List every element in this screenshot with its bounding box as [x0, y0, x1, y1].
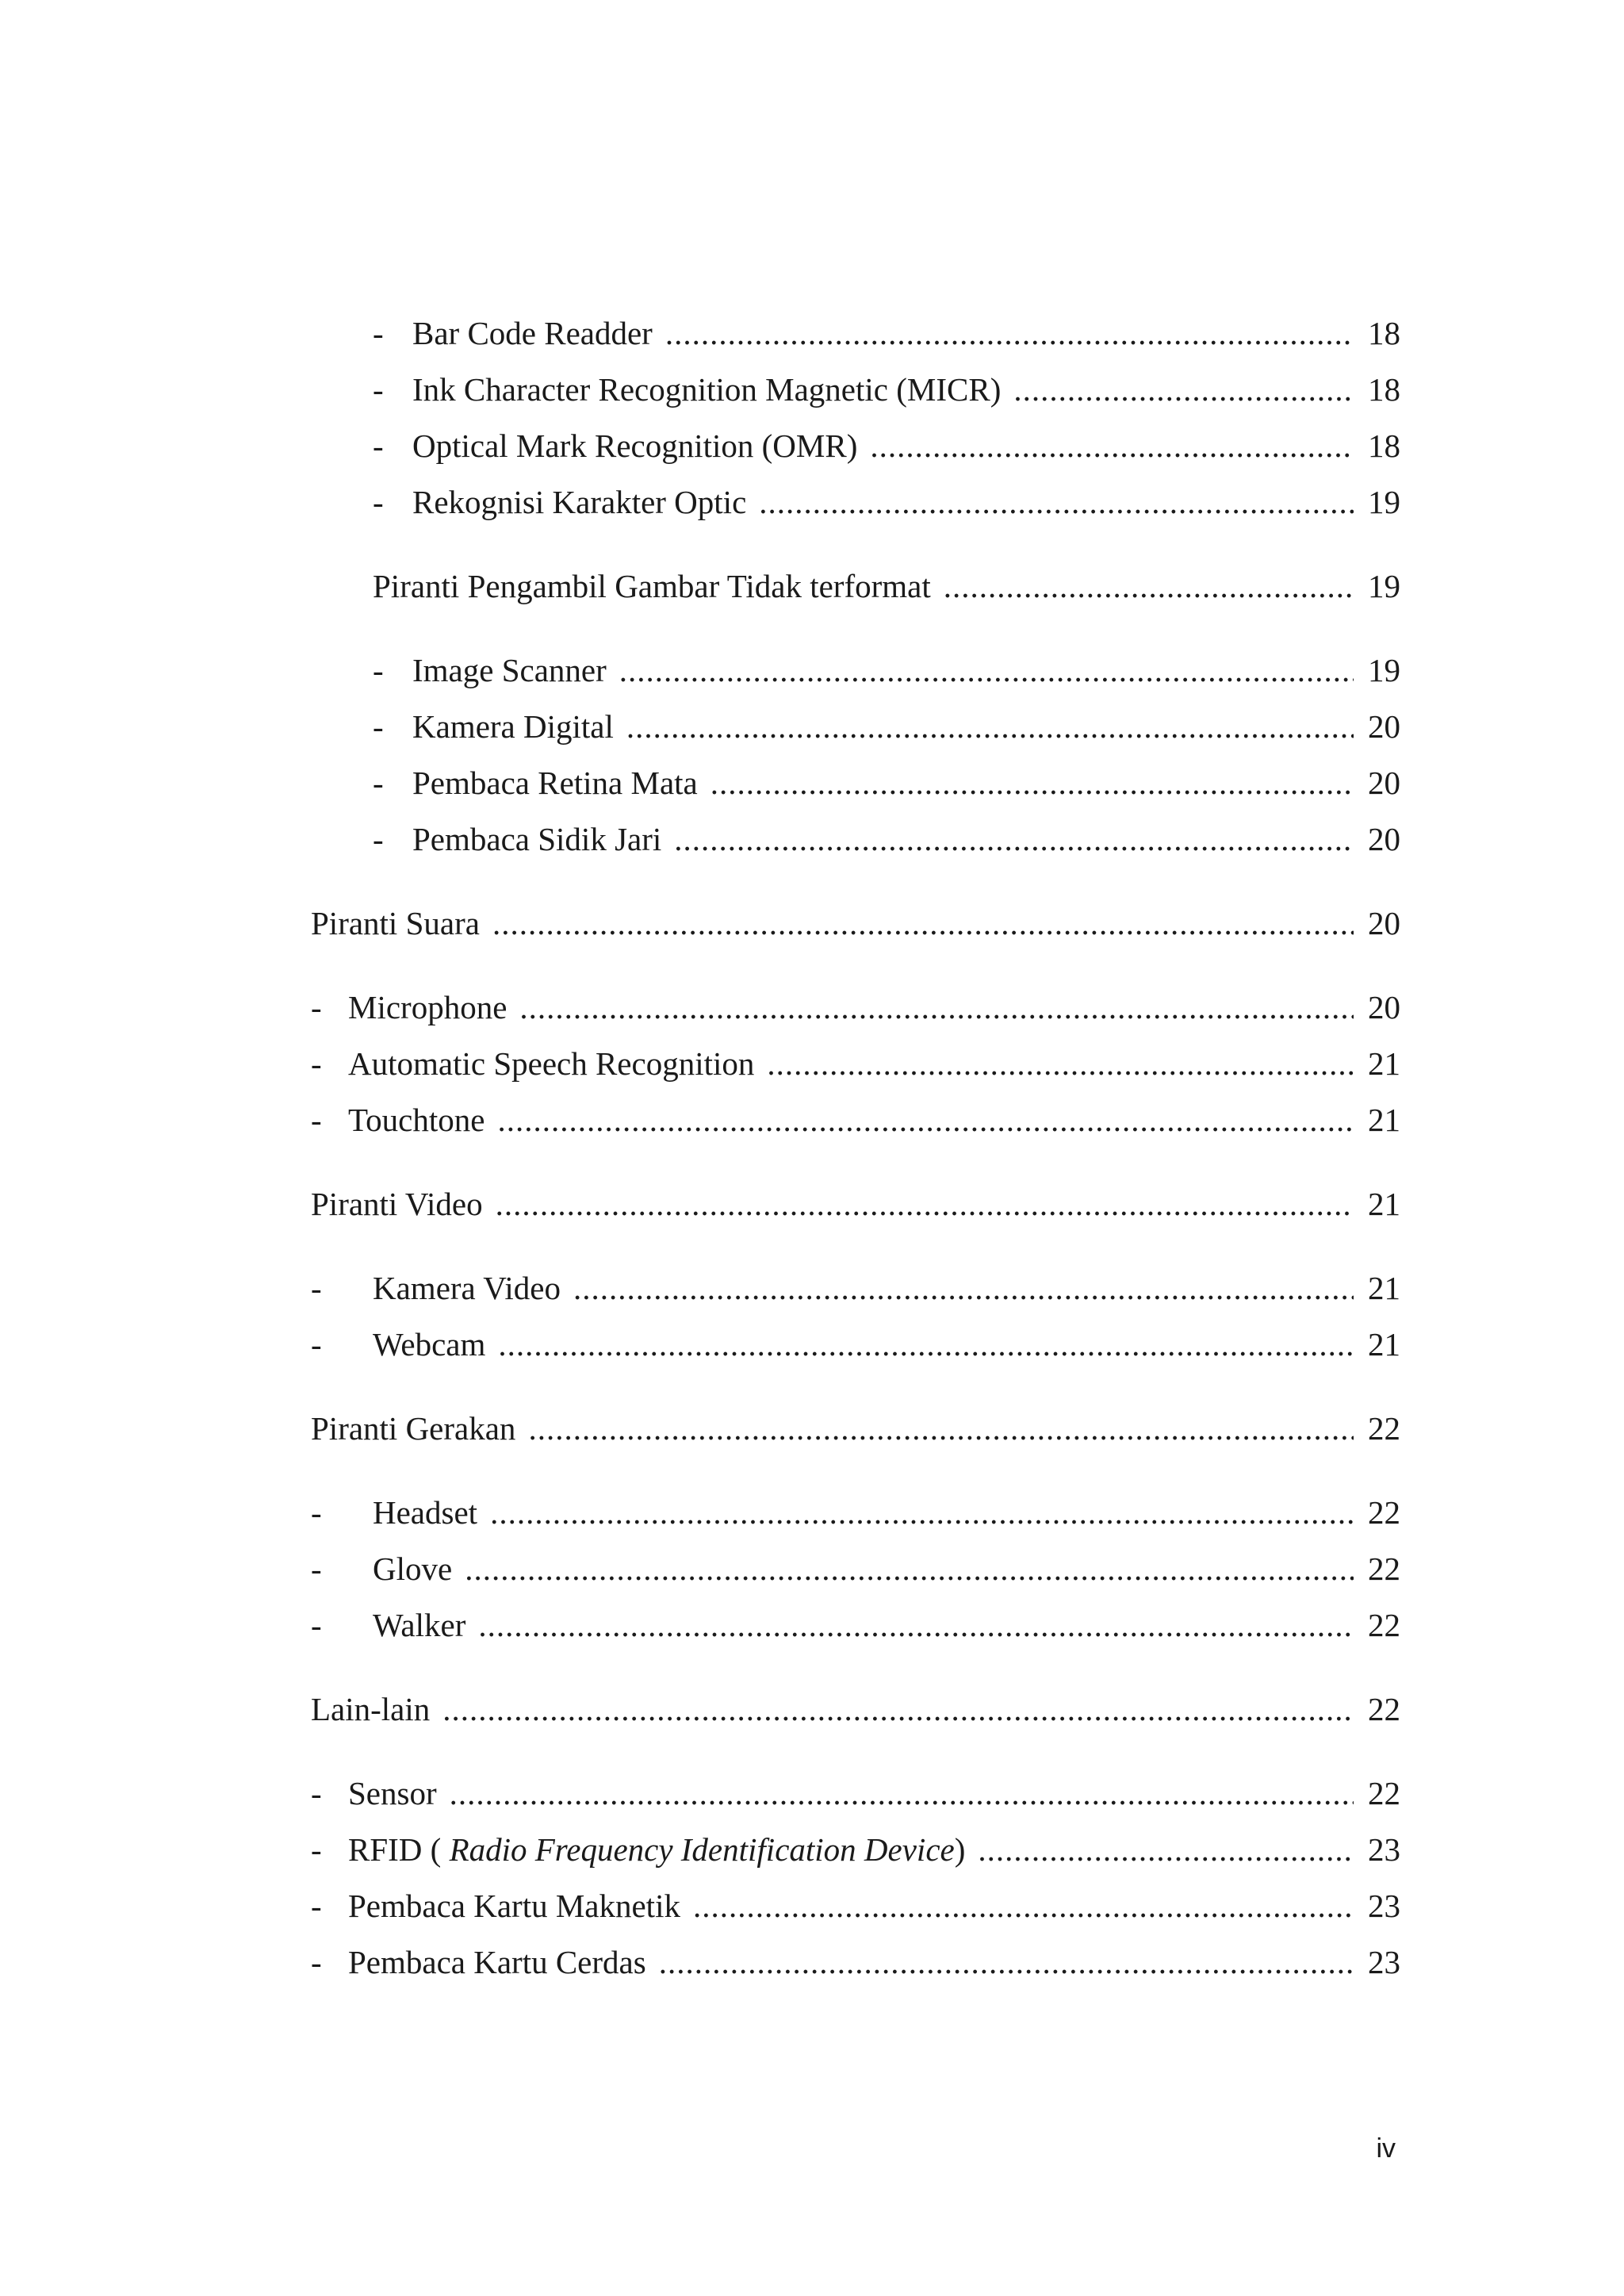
toc-label: Piranti Pengambil Gambar Tidak terformat	[373, 568, 931, 604]
dot-leader	[492, 901, 1354, 945]
toc-entry	[373, 817, 1400, 861]
toc-page-number: 23	[1368, 1831, 1400, 1868]
toc-page-number: 23	[1368, 1944, 1400, 1980]
dot-leader	[870, 424, 1354, 468]
toc-label-suffix: )	[954, 1831, 966, 1868]
dot-leader	[496, 1182, 1354, 1226]
toc-label: Pembaca Kartu Maknetik	[348, 1888, 680, 1924]
dot-leader	[1013, 367, 1354, 412]
toc-entry	[373, 311, 1400, 355]
toc-page-number: 18	[1368, 315, 1400, 351]
toc-page-number: 21	[1368, 1102, 1400, 1138]
toc-dash: -	[311, 1607, 322, 1643]
toc-page-number: 22	[1368, 1775, 1400, 1811]
toc-page-number: 21	[1368, 1326, 1400, 1363]
dot-leader	[450, 1771, 1354, 1815]
toc-page-number: 20	[1368, 905, 1400, 941]
dot-leader	[944, 564, 1354, 608]
dot-leader	[498, 1322, 1354, 1366]
toc-dash: -	[311, 1270, 322, 1306]
toc-dash: -	[311, 1326, 322, 1363]
toc-page-number: 20	[1368, 708, 1400, 745]
toc-label: Automatic Speech Recognition	[348, 1045, 755, 1082]
toc-page-number: 22	[1368, 1691, 1400, 1727]
toc-dash: -	[311, 1831, 322, 1868]
toc-page-number: 22	[1368, 1410, 1400, 1447]
toc-dash: -	[311, 1494, 322, 1531]
toc-page-number: 22	[1368, 1494, 1400, 1531]
toc-label-italic: Radio Frequency Identification Device	[449, 1831, 955, 1868]
toc-dash: -	[311, 1888, 322, 1924]
toc-label: Pembaca Retina Mata	[412, 765, 698, 801]
toc-entry	[373, 761, 1400, 805]
toc-page-number: 21	[1368, 1270, 1400, 1306]
toc-dash: -	[311, 1102, 322, 1138]
toc-entry	[373, 424, 1400, 468]
toc-label: Piranti Video	[311, 1186, 483, 1222]
toc-page-number: 23	[1368, 1888, 1400, 1924]
toc-label: Headset	[373, 1494, 478, 1531]
toc-page-number: 18	[1368, 427, 1400, 464]
toc-entry	[311, 1827, 1400, 1872]
dot-leader	[978, 1827, 1354, 1872]
toc-section-heading	[373, 564, 1400, 608]
dot-leader	[693, 1884, 1354, 1928]
toc-label: Image Scanner	[412, 652, 607, 688]
toc-dash: -	[373, 708, 384, 745]
toc-page-number: 19	[1368, 484, 1400, 520]
toc-entry	[373, 367, 1400, 412]
toc-label: Pembaca Sidik Jari	[412, 821, 662, 857]
toc-entry	[311, 1603, 1400, 1647]
dot-leader	[759, 480, 1354, 524]
dot-leader	[619, 648, 1354, 692]
toc-entry	[311, 1098, 1400, 1142]
toc-label: Sensor	[348, 1775, 437, 1811]
toc-entry	[311, 1266, 1400, 1310]
toc-label: Optical Mark Recognition (OMR)	[412, 427, 858, 464]
toc-label: Microphone	[348, 989, 508, 1025]
toc-dash: -	[373, 371, 384, 408]
toc-entry	[311, 1940, 1400, 1984]
toc-section-heading	[311, 1182, 1400, 1226]
toc-entry	[311, 1884, 1400, 1928]
dot-leader	[665, 311, 1354, 355]
toc-dash: -	[311, 989, 322, 1025]
toc-dash: -	[311, 1550, 322, 1587]
toc-entry	[373, 480, 1400, 524]
toc-label: Bar Code Readder	[412, 315, 653, 351]
dot-leader	[674, 817, 1354, 861]
footer-page-number: iv	[1376, 2133, 1396, 2164]
toc-entry	[311, 1490, 1400, 1535]
toc-dash: -	[311, 1944, 322, 1980]
toc-dash: -	[373, 821, 384, 857]
toc-entry	[311, 1547, 1400, 1591]
toc-page-number: 21	[1368, 1045, 1400, 1082]
dot-leader	[710, 761, 1354, 805]
dot-leader	[767, 1041, 1354, 1086]
toc-dash: -	[373, 484, 384, 520]
dot-leader	[465, 1547, 1354, 1591]
dot-leader	[528, 1406, 1354, 1451]
toc-entry	[311, 1041, 1400, 1086]
toc-page-number: 19	[1368, 652, 1400, 688]
toc-label: Webcam	[373, 1326, 486, 1363]
toc-dash: -	[311, 1775, 322, 1811]
toc-label: Kamera Video	[373, 1270, 561, 1306]
toc-label-prefix: RFID (	[348, 1831, 450, 1868]
toc-page-number: 18	[1368, 371, 1400, 408]
dot-leader	[519, 985, 1354, 1029]
toc-page-number: 20	[1368, 765, 1400, 801]
toc-label: Glove	[373, 1550, 453, 1587]
toc-dash: -	[373, 427, 384, 464]
toc-page-number: 22	[1368, 1607, 1400, 1643]
dot-leader	[478, 1603, 1354, 1647]
dot-leader	[573, 1266, 1354, 1310]
toc-page-number: 21	[1368, 1186, 1400, 1222]
dot-leader	[626, 704, 1354, 749]
toc-label: Pembaca Kartu Cerdas	[348, 1944, 646, 1980]
dot-leader	[497, 1098, 1354, 1142]
toc-label: Rekognisi Karakter Optic	[412, 484, 747, 520]
toc-dash: -	[373, 652, 384, 688]
toc-label: Walker	[373, 1607, 466, 1643]
toc-label: Touchtone	[348, 1102, 485, 1138]
toc-label-rfid	[348, 1827, 978, 1872]
toc-page-number: 20	[1368, 989, 1400, 1025]
toc-page-number: 22	[1368, 1550, 1400, 1587]
toc-label: Kamera Digital	[412, 708, 614, 745]
dot-leader	[490, 1490, 1354, 1535]
toc-entry	[373, 704, 1400, 749]
toc-label: Piranti Suara	[311, 905, 480, 941]
dot-leader	[442, 1687, 1354, 1731]
toc-section-heading	[311, 901, 1400, 945]
toc-dash: -	[373, 765, 384, 801]
toc-label: Ink Character Recognition Magnetic (MICR)	[412, 371, 1002, 408]
toc-entry	[311, 1322, 1400, 1366]
toc-dash: -	[311, 1045, 322, 1082]
toc-entry	[311, 1771, 1400, 1815]
dot-leader	[659, 1940, 1354, 1984]
toc-entry	[373, 648, 1400, 692]
toc-page-number: 19	[1368, 568, 1400, 604]
toc-dash: -	[373, 315, 384, 351]
toc-section-heading	[311, 1687, 1400, 1731]
toc-label: Piranti Gerakan	[311, 1410, 516, 1447]
toc-label: Lain-lain	[311, 1691, 431, 1727]
toc-page-number: 20	[1368, 821, 1400, 857]
toc-entry	[311, 985, 1400, 1029]
toc-section-heading	[311, 1406, 1400, 1451]
